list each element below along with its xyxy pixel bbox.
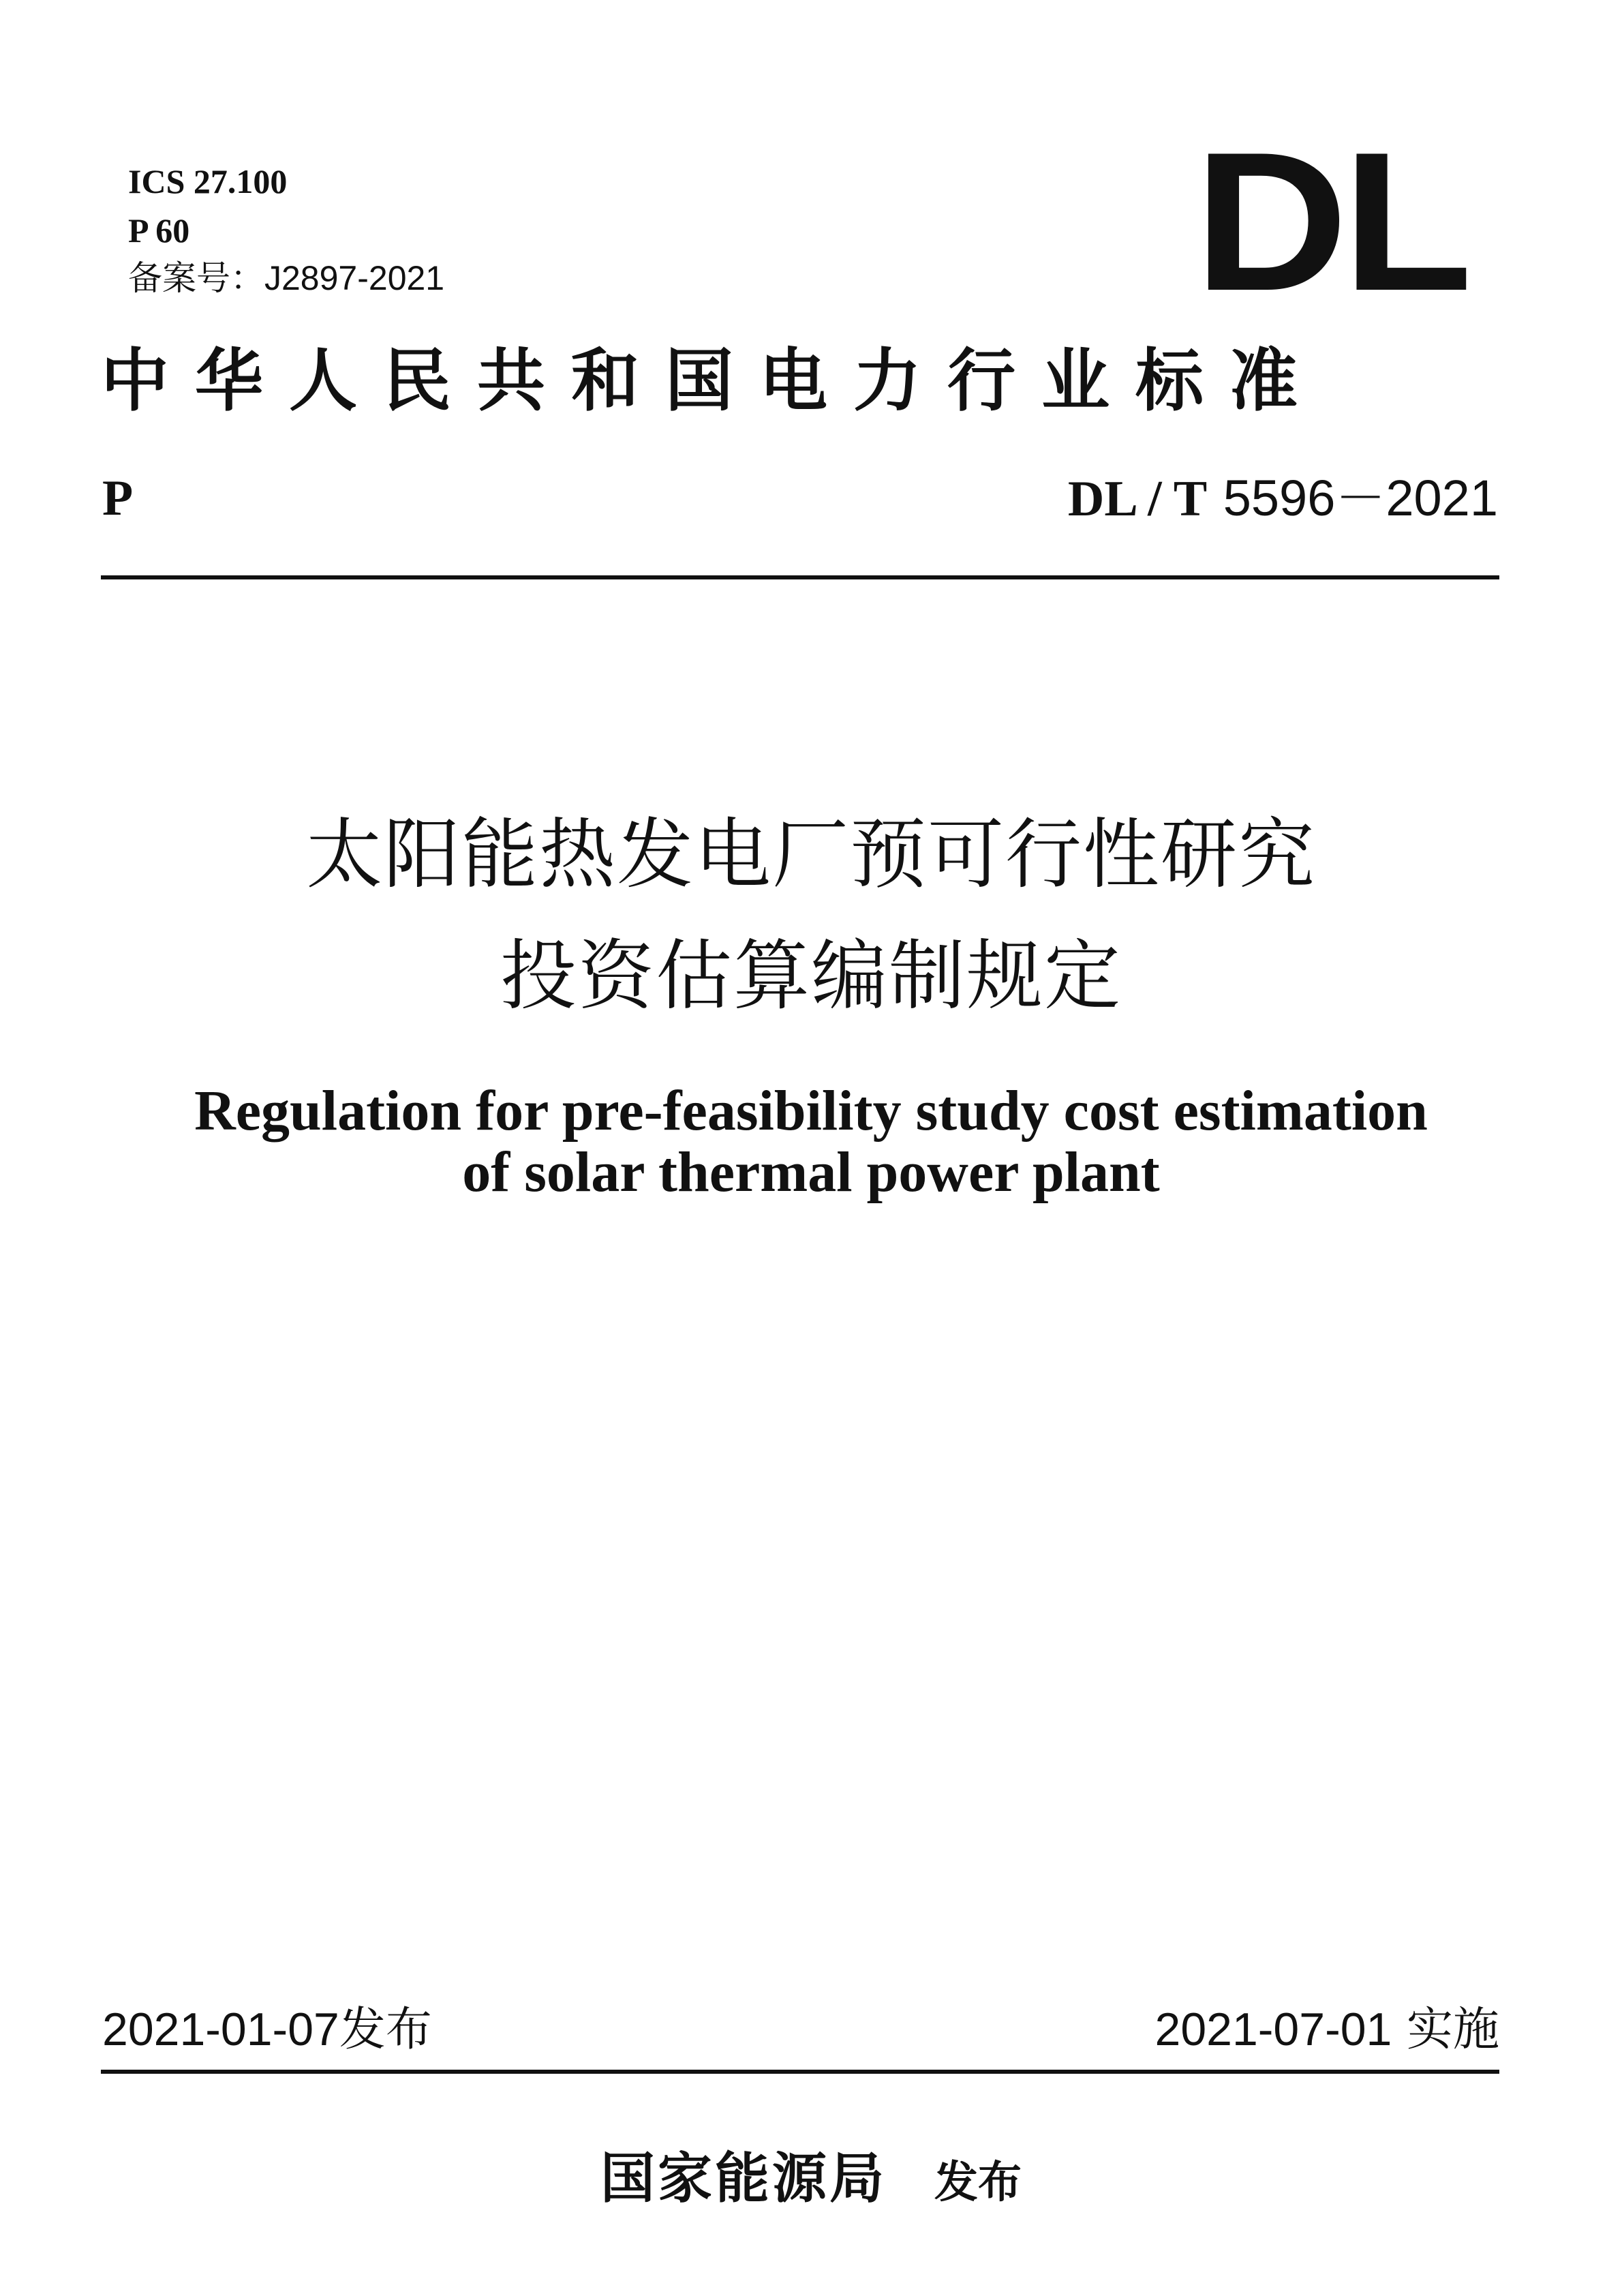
standard-heading: 中华人民共和国电力行业标准	[101, 340, 1323, 421]
english-title-line-1: Regulation for pre-feasibility study cost estimation	[194, 1079, 1428, 1143]
ics-code	[128, 161, 287, 202]
standard-number-prefix: DL / T	[1067, 471, 1208, 527]
effective-date	[1155, 1999, 1499, 2061]
filing-number	[128, 258, 444, 299]
standard-number	[1068, 468, 1498, 530]
publisher	[0, 2141, 1622, 2231]
category-code	[128, 210, 189, 251]
publisher-action: 发布	[934, 2157, 1022, 2208]
effective-date-value: 2021-07-01	[1154, 2004, 1392, 2055]
filing-label: 备案号：	[128, 258, 264, 298]
category-letter: P	[102, 470, 134, 526]
english-title-line-2: of solar thermal power plant	[462, 1141, 1160, 1204]
category-code-text: P 60	[128, 211, 190, 250]
issue-date-value: 2021-01-07	[102, 2004, 339, 2055]
chinese-title-line-1: 太阳能热发电厂预可行性研究	[306, 811, 1316, 899]
publisher-organization: 国家能源局	[600, 2146, 887, 2210]
chinese-title-line-2: 投资估算编制规定	[500, 932, 1122, 1021]
standard-number-value: 5596－2021	[1223, 470, 1498, 526]
ics-text: ICS 27.100	[128, 162, 288, 200]
header-divider	[101, 575, 1499, 579]
issue-date	[102, 1999, 432, 2061]
filing-number-value: J2897-2021	[264, 259, 445, 297]
effective-date-label: 实施	[1406, 2003, 1499, 2057]
issue-date-label: 发布	[339, 2003, 432, 2057]
footer-divider	[101, 2070, 1499, 2074]
dl-logo: DL	[1194, 111, 1467, 332]
